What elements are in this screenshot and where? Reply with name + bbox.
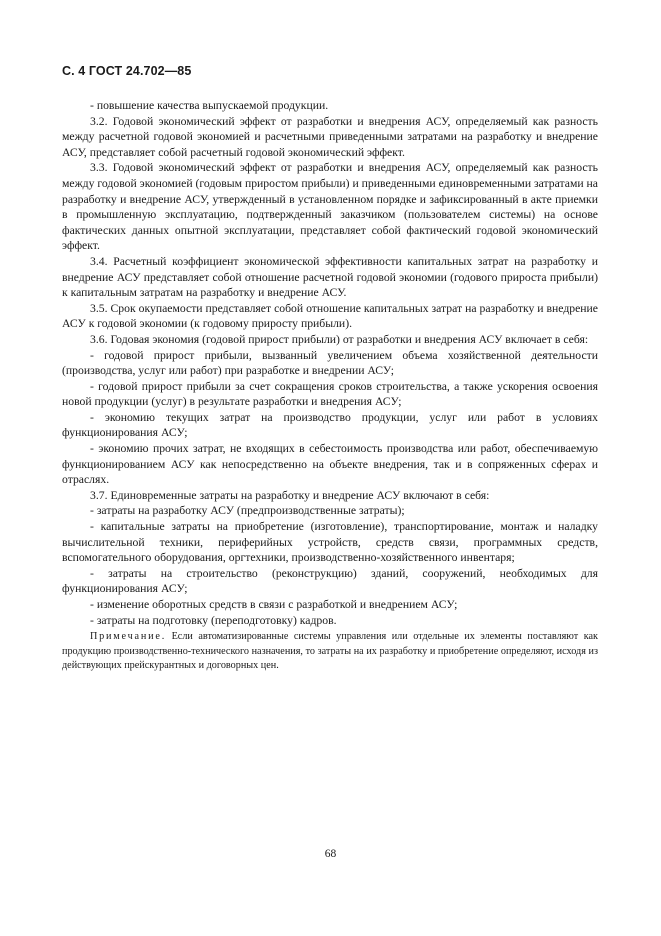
list-item: - годовой прирост прибыли за счет сокращения сроков строительства, а также ускорения освоения новой продукции (услуг) в результате разработки и внедрения АСУ; — [62, 379, 598, 409]
list-item: - затраты на строительство (реконструкцию) зданий, сооружений, необходимых для функционирования АСУ; — [62, 566, 598, 596]
list-item: - затраты на разработку АСУ (предпроизводственные затраты); — [90, 504, 405, 518]
page-number: 68 — [324, 848, 337, 860]
list-item: - экономию текущих затрат на производство продукции, услуг или работ в условиях функционирования АСУ; — [62, 410, 598, 440]
paragraph: 3.6. Годовая экономия (годовой прирост прибыли) от разработки и внедрения АСУ включает в себя: — [90, 332, 589, 346]
paragraph: 3.3. Годовой экономический эффект от разработки и внедрения АСУ, определяемый как разность между годовой экономией (годовым приростом прибыли) и приведенными единовременными затратами на разработку и внедрение АСУ, утвержденный в установленном порядке и зафиксированный в акте приемки в промышленную эксплуатацию, подтвержденный заказчиком (пользователем системы) на основе фактических данных опытной эксплуатации, представляет собой фактический годовой экономический эффект. — [62, 161, 598, 253]
note-label: Примечание. — [90, 631, 167, 643]
list-item: - экономию прочих затрат, не входящих в себестоимость производства или работ, обеспечиваемую функционированием АСУ как непосредственно на объекте внедрения, так и в сопряженных сферах и отраслях. — [62, 442, 598, 487]
paragraph: 3.4. Расчетный коэффициент экономической эффективности капитальных затрат на разработку и внедрение АСУ представляет собой отношение расчетной годовой экономии (годового прироста прибыли) к капитальным затратам на разработку и внедрение АСУ. — [62, 254, 598, 300]
body-text — [62, 98, 598, 674]
list-item: - годовой прирост прибыли, вызванный увеличением объема хозяйственной деятельности (производства, услуг или работ) при разработке и внедрении АСУ; — [62, 348, 598, 378]
list-item: - затраты на подготовку (переподготовку) кадров. — [90, 613, 337, 627]
paragraph: 3.2. Годовой экономический эффект от разработки и внедрения АСУ, определяемый как разность между расчетной годовой экономией и расчетными приведенными затратами на разработку и внедрение АСУ, представляет собой расчетный годовой экономический эффект. — [62, 114, 598, 159]
list-item: - изменение оборотных средств в связи с разработкой и внедрением АСУ; — [90, 598, 458, 611]
paragraph: 3.7. Единовременные затраты на разработку и внедрение АСУ включают в себя: — [90, 488, 490, 502]
note — [62, 630, 598, 674]
paragraph: 3.5. Срок окупаемости представляет собой отношение капитальных затрат на разработку и внедрение АСУ к годовой экономии (к годовому приросту прибыли). — [62, 301, 598, 331]
note-text: Если автоматизированные системы управления или отдельные их элементы поставляют как продукцию производственно-технического назначения, то затраты на их разработку и приобретение определяют, исходя из действующих прейскурантных и договорных цен. — [62, 631, 599, 672]
page-header: С. 4 ГОСТ 24.702—85 — [62, 64, 192, 78]
paragraph: - повышение качества выпускаемой продукции. — [90, 99, 329, 112]
list-item: - капитальные затраты на приобретение (изготовление), транспортирование, монтаж и наладку вычислительной техники, периферийных устройств, средств связи, программных средств, вспомогательного оборудования, оргтехники, производственно-хозяйственного инвентаря; — [62, 520, 598, 565]
